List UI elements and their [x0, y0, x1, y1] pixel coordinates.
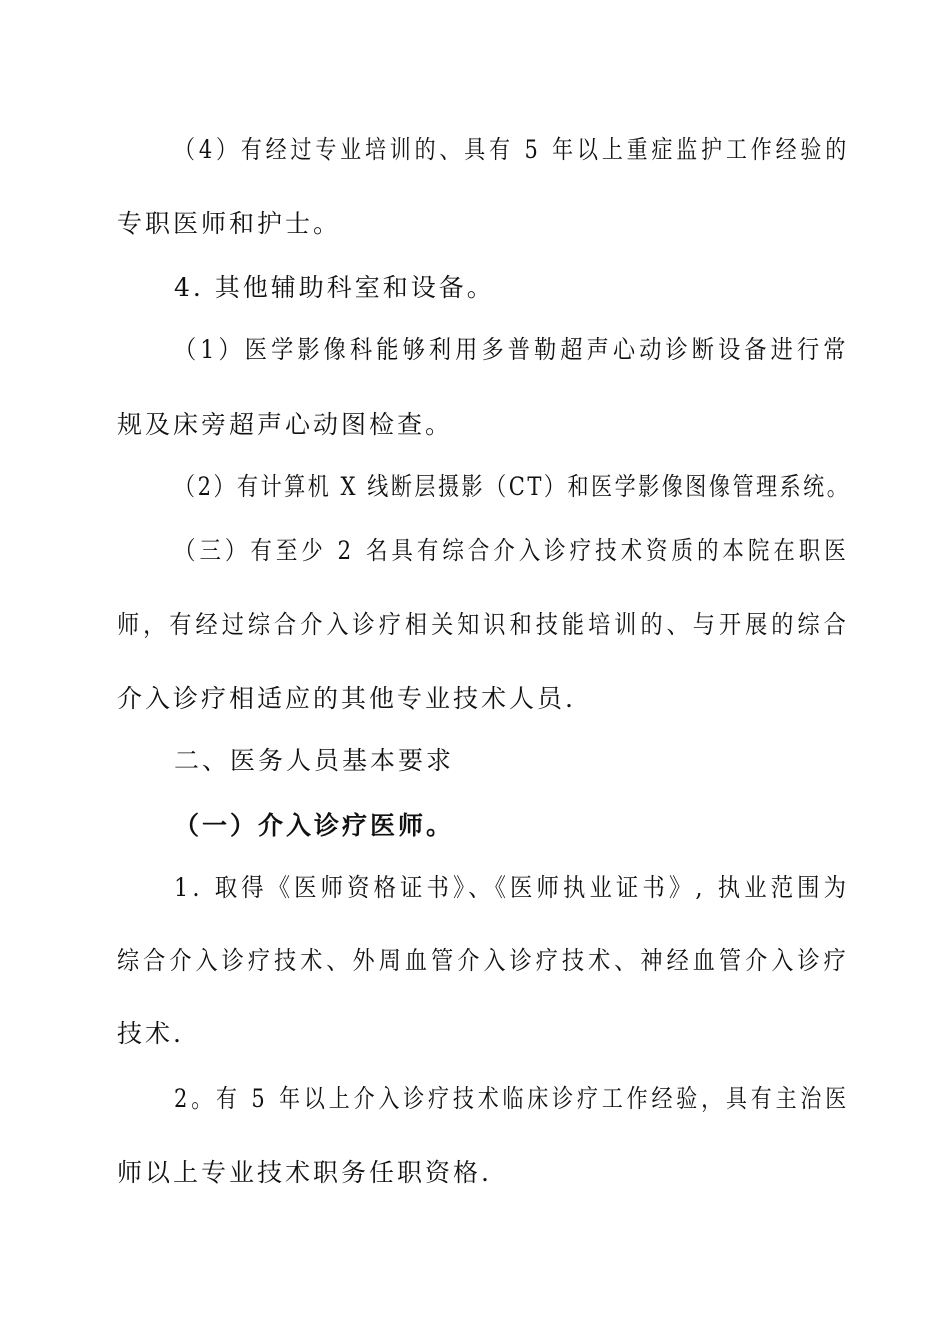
paragraph-line: 综合介入诊疗技术、外周血管介入诊疗技术、神经血管介入诊疗 — [117, 946, 850, 975]
section-heading: 二、医务人员基本要求 — [174, 746, 455, 775]
paragraph-line: （2）有计算机 X 线断层摄影（CT）和医学影像图像管理系统。 — [174, 472, 851, 501]
paragraph-line: 4. 其他辅助科室和设备。 — [174, 273, 495, 302]
paragraph-line: 师以上专业技术职务任职资格. — [117, 1158, 492, 1187]
paragraph-line: （1）医学影像科能够利用多普勒超声心动诊断设备进行常 — [174, 335, 850, 364]
paragraph-line: 规及床旁超声心动图检查。 — [117, 410, 454, 439]
paragraph-line: （三）有至少 2 名具有综合介入诊疗技术资质的本院在职医 — [174, 536, 850, 565]
paragraph-line: 技术. — [117, 1019, 184, 1048]
paragraph-line: 2。有 5 年以上介入诊疗技术临床诊疗工作经验，具有主治医 — [174, 1084, 851, 1113]
subsection-heading: （一）介入诊疗医师。 — [174, 811, 455, 840]
paragraph-line: 1. 取得《医师资格证书》、《医师执业证书》, 执业范围为 — [174, 873, 851, 902]
paragraph-line: 介入诊疗相适应的其他专业技术人员. — [117, 684, 576, 713]
paragraph-line: （4）有经过专业培训的、具有 5 年以上重症监护工作经验的 — [174, 135, 851, 164]
paragraph-line: 专职医师和护士。 — [117, 209, 342, 238]
paragraph-line: 师，有经过综合介入诊疗相关知识和技能培训的、与开展的综合 — [117, 610, 850, 639]
